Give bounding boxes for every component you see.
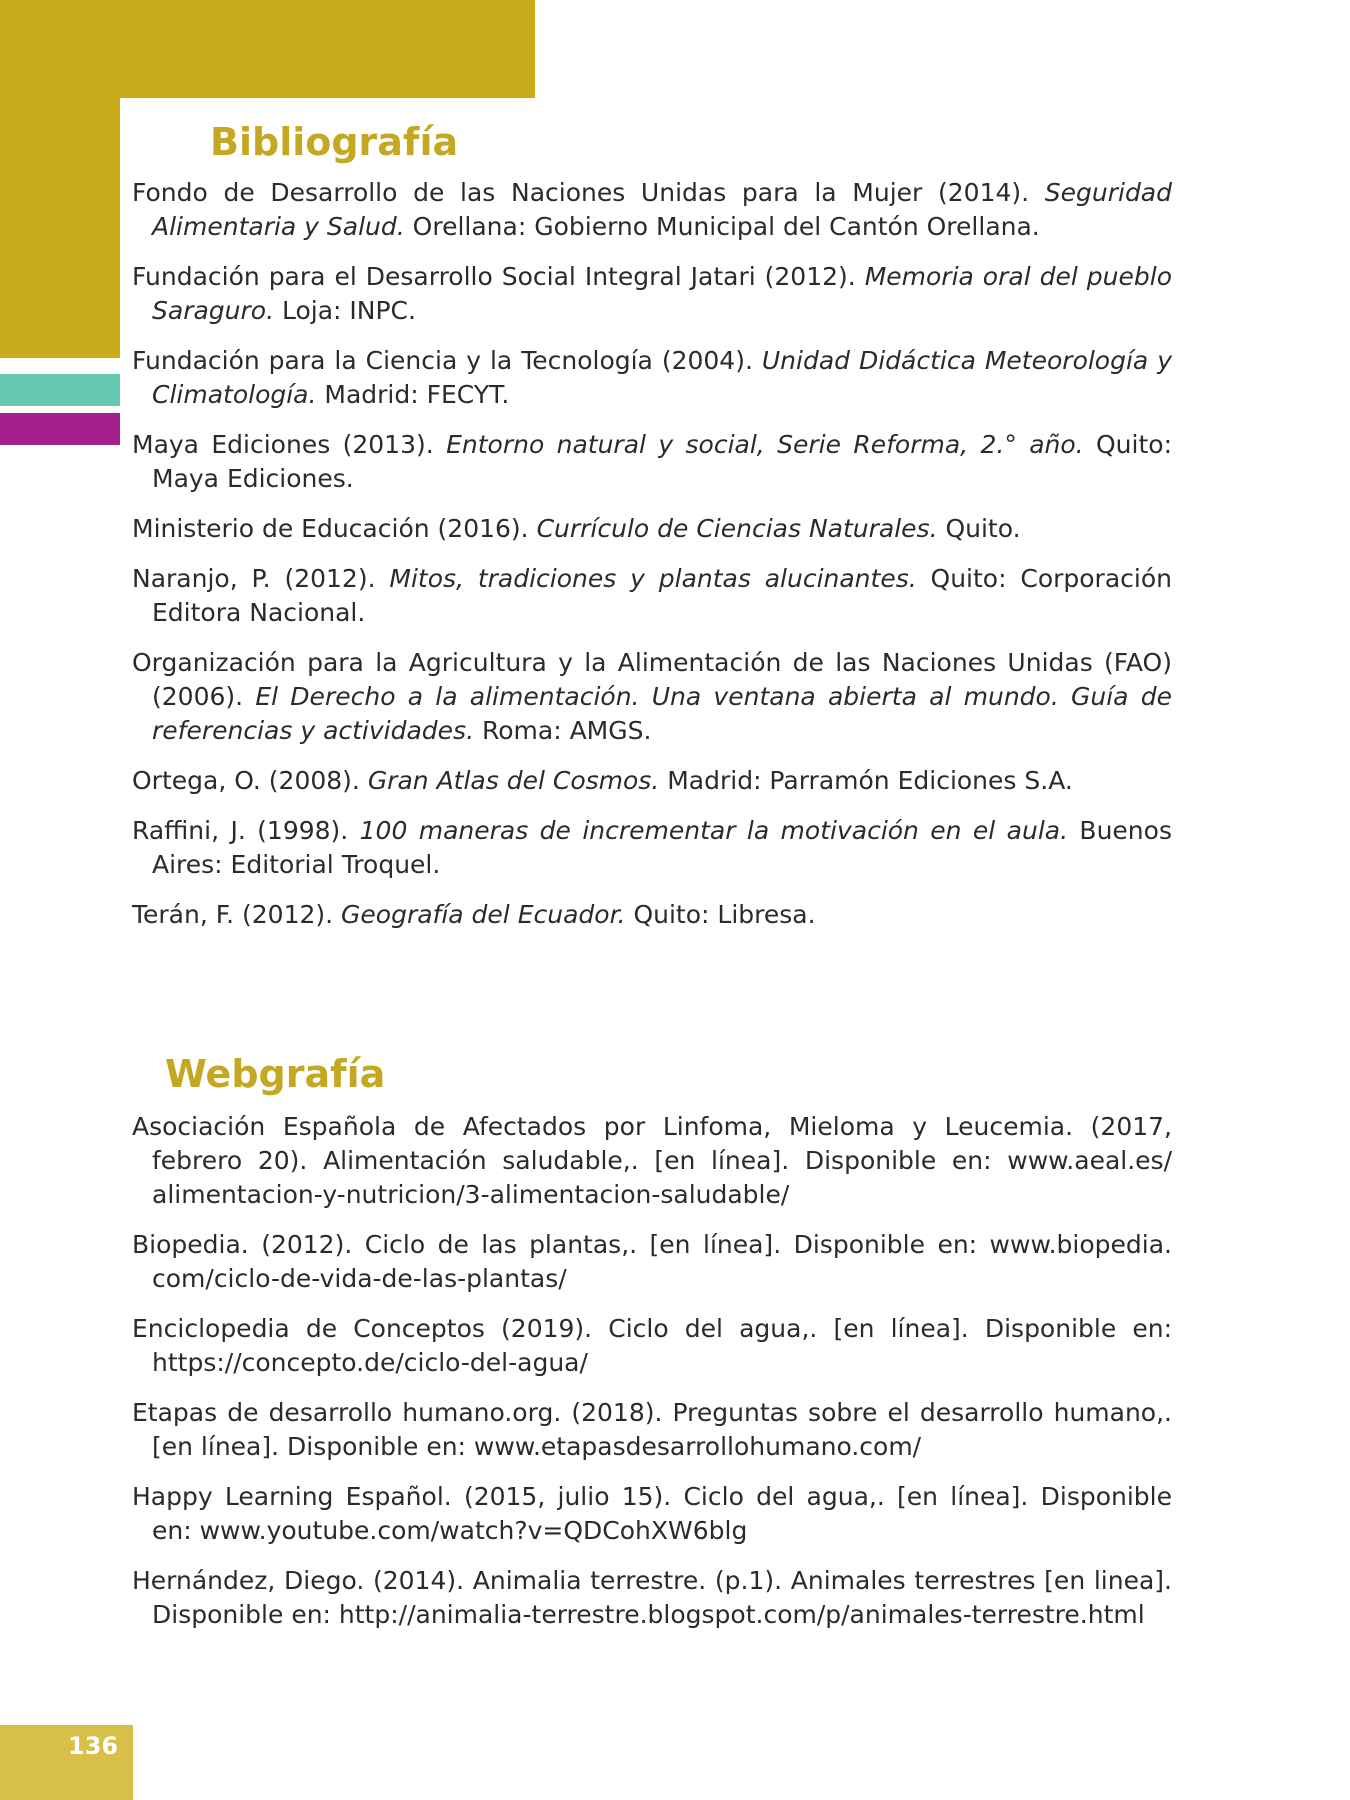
entry-author-year: Ministerio de Educación (2016). <box>132 514 537 543</box>
entry-title: 100 maneras de incrementar la motivación en el aula. <box>359 816 1069 845</box>
webography-entry: Happy Learning Español. (2015, julio 15). Ciclo del agua,. [en línea]. Disponible en: www.youtube.com/watch?v=QDCohXW6blg <box>132 1482 1172 1545</box>
webography-entry: Asociación Española de Afectados por Linfoma, Mieloma y Leucemia. (2017, febrero 20). Alimentación saludable,. [en línea]. Disponible en: www.aeal.es/ alimentacion-y-nutricion/3-alimentacion-saludable/ <box>132 1112 1172 1209</box>
decorative-left-band <box>0 98 120 358</box>
bibliography-list <box>132 176 1172 948</box>
entry-publisher: Quito: Maya Ediciones. <box>152 430 1172 493</box>
entry-publisher: Quito: Corporación Editora Nacional. <box>152 564 1172 627</box>
entry-publisher: Loja: INPC. <box>274 296 416 325</box>
entry-title: Unidad Didáctica Meteorología y Climatología. <box>152 346 1172 409</box>
decorative-top-band <box>0 0 535 98</box>
page-number: 136 <box>68 1732 119 1760</box>
webography-entry: Hernández, Diego. (2014). Animalia terrestre. (p.1). Animales terrestres [en linea]. Disponible en: http://animalia-terrestre.blogspot.com/p/animales-terrestre.html <box>132 1566 1172 1629</box>
entry-publisher: Buenos Aires: Editorial Troquel. <box>152 816 1172 879</box>
entry-publisher: Madrid: FECYT. <box>316 380 510 409</box>
entry-publisher: Madrid: Parramón Ediciones S.A. <box>659 766 1073 795</box>
decorative-teal-stripe <box>0 374 120 406</box>
entry-publisher: Roma: AMGS. <box>474 716 652 745</box>
entry-title: Geografía del Ecuador. <box>341 900 626 929</box>
bibliography-entry <box>132 898 1172 932</box>
webography-title: Webgrafía <box>165 1052 386 1096</box>
webography-entry: Etapas de desarrollo humano.org. (2018). Preguntas sobre el desarrollo humano,. [en línea]. Disponible en: www.etapasdesarrollohumano.com/ <box>132 1398 1172 1461</box>
entry-publisher: Quito. <box>937 514 1021 543</box>
entry-title: Currículo de Ciencias Naturales. <box>536 514 938 543</box>
bibliography-entry <box>132 814 1172 882</box>
entry-title: El Derecho a la alimentación. Una ventana abierta al mundo. Guía de referencias y actividades. <box>152 682 1172 745</box>
entry-author-year: Raffini, J. (1998). <box>132 816 360 845</box>
entry-author-year: Ortega, O. (2008). <box>132 766 368 795</box>
entry-author-year: Fondo de Desarrollo de las Naciones Unidas para la Mujer (2014). <box>132 178 1045 207</box>
webography-entry: Biopedia. (2012). Ciclo de las plantas,. [en línea]. Disponible en: www.biopedia. com/ciclo-de-vida-de-las-plantas/ <box>132 1230 1172 1293</box>
bibliography-entry <box>132 512 1172 546</box>
entry-title: Seguridad Alimentaria y Salud. <box>152 178 1172 241</box>
entry-author-year: Organización para la Agricultura y la Alimentación de las Naciones Unidas (FAO) (2006). <box>132 648 1172 711</box>
entry-title: Gran Atlas del Cosmos. <box>367 766 660 795</box>
bibliography-entry <box>132 646 1172 748</box>
entry-publisher: Orellana: Gobierno Municipal del Cantón Orellana. <box>404 212 1040 241</box>
entry-publisher: Quito: Libresa. <box>625 900 816 929</box>
entry-title: Entorno natural y social, Serie Reforma, 2.° año. <box>446 430 1084 459</box>
bibliography-entry <box>132 260 1172 328</box>
entry-title: Mitos, tradiciones y plantas alucinantes. <box>389 564 917 593</box>
entry-author-year: Naranjo, P. (2012). <box>132 564 390 593</box>
entry-author-year: Fundación para el Desarrollo Social Integral Jatari (2012). <box>132 262 865 291</box>
entry-author-year: Fundación para la Ciencia y la Tecnología (2004). <box>132 346 762 375</box>
bibliography-entry <box>132 562 1172 630</box>
entry-author-year: Maya Ediciones (2013). <box>132 430 447 459</box>
bibliography-entry <box>132 428 1172 496</box>
webography-entry: Enciclopedia de Conceptos (2019). Ciclo del agua,. [en línea]. Disponible en: https://concepto.de/ciclo-del-agua/ <box>132 1314 1172 1377</box>
entry-author-year: Terán, F. (2012). <box>132 900 342 929</box>
bibliography-title: Bibliografía <box>210 120 459 164</box>
bibliography-entry <box>132 344 1172 412</box>
webography-list <box>132 1110 1172 1648</box>
bibliography-entry <box>132 176 1172 244</box>
bibliography-entry <box>132 764 1172 798</box>
entry-title: Memoria oral del pueblo Saraguro. <box>152 262 1172 325</box>
decorative-magenta-stripe <box>0 413 120 445</box>
